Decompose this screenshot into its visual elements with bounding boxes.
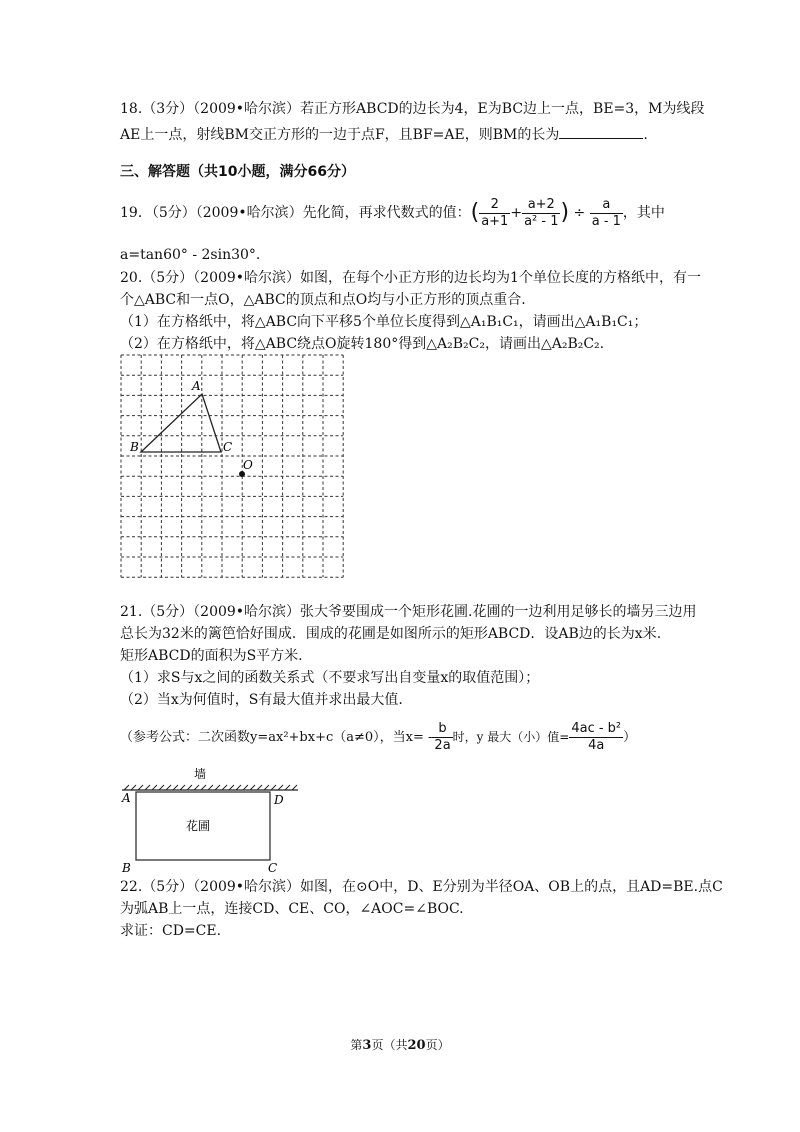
footer-post: 页） [425,1038,450,1052]
hatch-mark [180,785,185,790]
label-a: A [192,379,201,393]
wall-hatch [124,785,297,790]
left-paren: ( [470,200,480,225]
hatch-mark [159,785,164,790]
divide-sign: ÷ [573,205,586,221]
fraction-1 [479,197,510,230]
dashed-grid [121,355,343,577]
fraction-2 [522,197,560,230]
q19-line1 [120,194,665,232]
fraction-1-num: 2 [479,197,510,214]
hatch-mark [264,785,269,790]
ref-2a: 2a [434,738,451,753]
ref-end: ） [623,730,637,745]
footer-page: 3 [362,1038,372,1053]
triangle-abc [141,394,221,452]
ref-den: 4a [588,738,605,753]
ref-fraction-x [432,721,452,754]
label-c: C [223,440,233,454]
hatch-mark [257,785,262,790]
hatch-mark [138,785,143,790]
hatch-mark [145,785,150,790]
q19-suffix: ，其中 [622,205,665,221]
garden-label-a: A [122,791,131,805]
answer-blank [559,124,643,139]
hatch-mark [222,785,227,790]
page-footer [0,1036,800,1053]
q20-line4: （2）在方格纸中，将△ABC绕点O旋转180°得到△A₂B₂C₂，请画出△A₂B₂C₂. [120,336,605,352]
garden-figure [118,764,308,876]
q18-end: . [643,127,648,143]
q21-line1: 21.（5分）（2009•哈尔滨）张大爷要围成一个矩形花圃.花圃的一边利用足够长的墙另三边用 [120,604,697,620]
hatch-mark [124,785,129,790]
q19-prefix: 19．（5分）（2009•哈尔滨）先化简，再求代数式的值： [120,205,471,221]
garden-label-b: B [122,861,131,875]
hatch-mark [278,785,283,790]
hatch-mark [173,785,178,790]
hatch-mark [229,785,234,790]
q20-line1: 20.（5分）（2009•哈尔滨）如图，在每个小正方形的边长均为1个单位长度的方格纸中，有一 [120,270,701,286]
hatch-mark [187,785,192,790]
grid-figure [118,352,370,597]
hatch-mark [243,785,248,790]
ref-fraction-y [569,721,623,754]
q21-line5: （2）当x为何值时，S有最大值并求出最大值. [120,692,403,708]
q20-line3: （1）在方格纸中，将△ABC向下平移5个单位长度得到△A₁B₁C₁，请画出△A₁B₁C₁； [120,314,648,330]
hatch-mark [285,785,290,790]
hatch-mark [208,785,213,790]
garden-label-d: D [274,793,284,807]
hatch-mark [215,785,220,790]
hatch-mark [250,785,255,790]
section-header: 三、解答题（共10小题，满分66分） [120,164,355,180]
hatch-mark [236,785,241,790]
reference-formula [120,718,636,757]
hatch-mark [131,785,136,790]
plus-sign: + [510,205,523,221]
q19-line2: a=tan60° - 2sin30°. [120,247,261,263]
fraction-2-den: a² - 1 [524,213,559,229]
hatch-mark [201,785,206,790]
footer-pre: 第 [350,1038,363,1052]
ref-mid: 时，y 最大（小）值= [452,730,570,744]
hatch-mark [271,785,276,790]
footer-total: 20 [407,1038,426,1053]
q21-line3: 矩形ABCD的面积为S平方米. [120,648,303,664]
fraction-2-num: a+2 [522,197,560,214]
garden-label: 花圃 [186,819,211,833]
fraction-3-den: a - 1 [591,213,621,229]
ref-num: 4ac - b² [571,721,622,736]
wall-label: 墙 [194,767,207,781]
hatch-mark [194,785,199,790]
ref-b: b [432,721,452,738]
garden-label-c: C [268,861,278,875]
fraction-1-den: a+1 [481,213,509,229]
fraction-3-num: a [590,197,623,214]
q21-line2: 总长为32米的篱笆恰好围成．围成的花圃是如图所示的矩形ABCD．设AB边的长为x米. [120,626,662,642]
footer-mid: 页（共 [371,1038,408,1052]
hatch-mark [152,785,157,790]
q18-line1: 18.（3分）（2009•哈尔滨）若正方形ABCD的边长为4，E为BC边上一点，BE=3，M为线段 [120,101,705,117]
ref-prefix: （参考公式：二次函数y=ax²+bx+c（a≠0），当x= - [120,730,433,745]
label-b: B [130,440,139,454]
hatch-mark [166,785,171,790]
q22-line1: 22.（5分）（2009•哈尔滨）如图，在⊙O中，D、E分别为半径OA、OB上的点，且AD=BE.点C [120,879,723,895]
q18-line2 [120,124,648,144]
q18-line2-text: AE上一点，射线BM交正方形的一边于点F，且BF=AE，则BM的长为 [120,127,560,143]
q22-line2: 为弧AB上一点，连接CD、CE、CO，∠AOC=∠BOC. [120,901,464,917]
q21-line4: （1）求S与x之间的函数关系式（不要求写出自变量x的取值范围）； [120,670,540,686]
label-o: O [243,458,253,472]
q20-line2: 个△ABC和一点O，△ABC的顶点和点O均与小正方形的顶点重合. [120,292,526,308]
q22-line3: 求证：CD=CE. [120,923,222,939]
fraction-3 [590,197,623,230]
right-paren: ) [560,200,570,225]
hatch-mark [292,785,297,790]
